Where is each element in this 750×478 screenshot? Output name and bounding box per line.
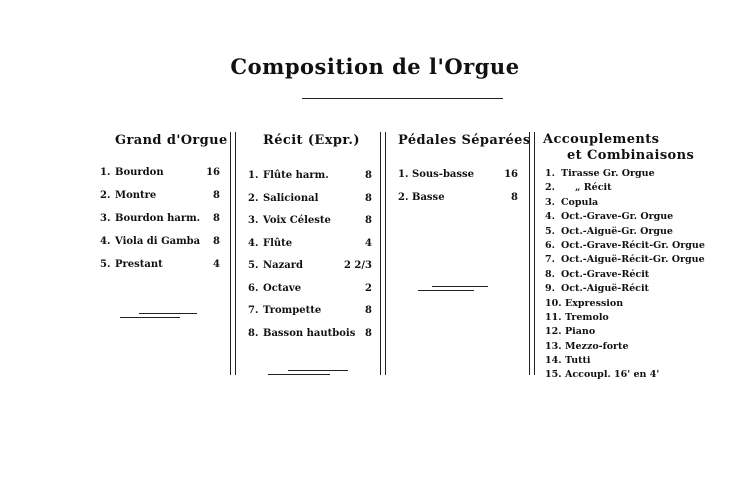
title-rule: [302, 98, 503, 99]
pedales-heading: Pédales Séparées: [398, 133, 531, 148]
list-item: 4. Viola di Gamba 8: [100, 236, 220, 247]
list-item: 5. Prestant 4: [100, 259, 220, 270]
list-item: 4. Oct.-Grave-Gr. Orgue: [545, 211, 674, 223]
list-item: 15. Accoupl. 16' en 4': [545, 369, 660, 381]
list-item: 6. Octave 2: [248, 282, 372, 294]
list-item: 10. Expression: [545, 297, 624, 309]
page-title: Composition de l'Orgue: [230, 54, 520, 79]
list-item: 2. „ Récit: [545, 182, 612, 194]
list-item: 14. Tutti: [545, 355, 591, 367]
list-item: 3. Voix Céleste 8: [248, 215, 372, 226]
list-item: 3. Copula: [545, 196, 599, 208]
list-item: 2. Montre 8: [100, 190, 220, 201]
column-divider: [230, 132, 236, 375]
list-item: 12. Piano: [545, 326, 596, 338]
list-item: 13. Mezzo-forte: [545, 340, 629, 352]
list-item: 5. Oct.-Aiguë-Gr. Orgue: [545, 225, 673, 237]
list-item: 1. Bourdon 16: [100, 167, 220, 178]
column-divider: [529, 132, 535, 375]
column-divider: [380, 132, 386, 375]
accouplements-heading: Accouplements: [543, 132, 660, 147]
list-item: 1. Flûte harm. 8: [248, 170, 372, 181]
list-item: 8. Oct.-Grave-Récit: [545, 268, 650, 280]
list-item: 2. Basse 8: [398, 192, 518, 203]
list-item: 7. Oct.-Aiguë-Récit-Gr. Orgue: [545, 254, 705, 266]
list-item: 5. Nazard 2 2/3: [248, 260, 372, 271]
list-item: 9. Oct.-Aiguë-Récit: [545, 283, 649, 295]
section-end-rule: [268, 370, 348, 375]
list-item: 11. Tremolo: [545, 311, 609, 323]
list-item: 2. Salicional 8: [248, 192, 372, 204]
list-item: 6. Oct.-Grave-Récit-Gr. Orgue: [545, 239, 705, 251]
list-item: 4. Flûte 4: [248, 237, 372, 249]
accouplements-list: [545, 168, 745, 384]
grand-orgue-heading: Grand d'Orgue: [115, 133, 228, 148]
recit-heading: Récit (Expr.): [263, 133, 360, 148]
list-item: 1. Sous-basse 16: [398, 169, 518, 180]
list-item: 7. Trompette 8: [248, 305, 372, 316]
section-end-rule: [120, 313, 197, 318]
combinaisons-heading: et Combinaisons: [567, 148, 695, 163]
list-item: 1. Tirasse Gr. Orgue: [545, 168, 655, 179]
section-end-rule: [418, 286, 488, 291]
list-item: 8. Basson hautbois 8: [248, 327, 372, 339]
grand-orgue-list: [100, 167, 220, 282]
recit-list: [248, 170, 372, 350]
list-item: 3. Bourdon harm. 8: [100, 213, 220, 224]
pedales-list: [398, 169, 518, 215]
